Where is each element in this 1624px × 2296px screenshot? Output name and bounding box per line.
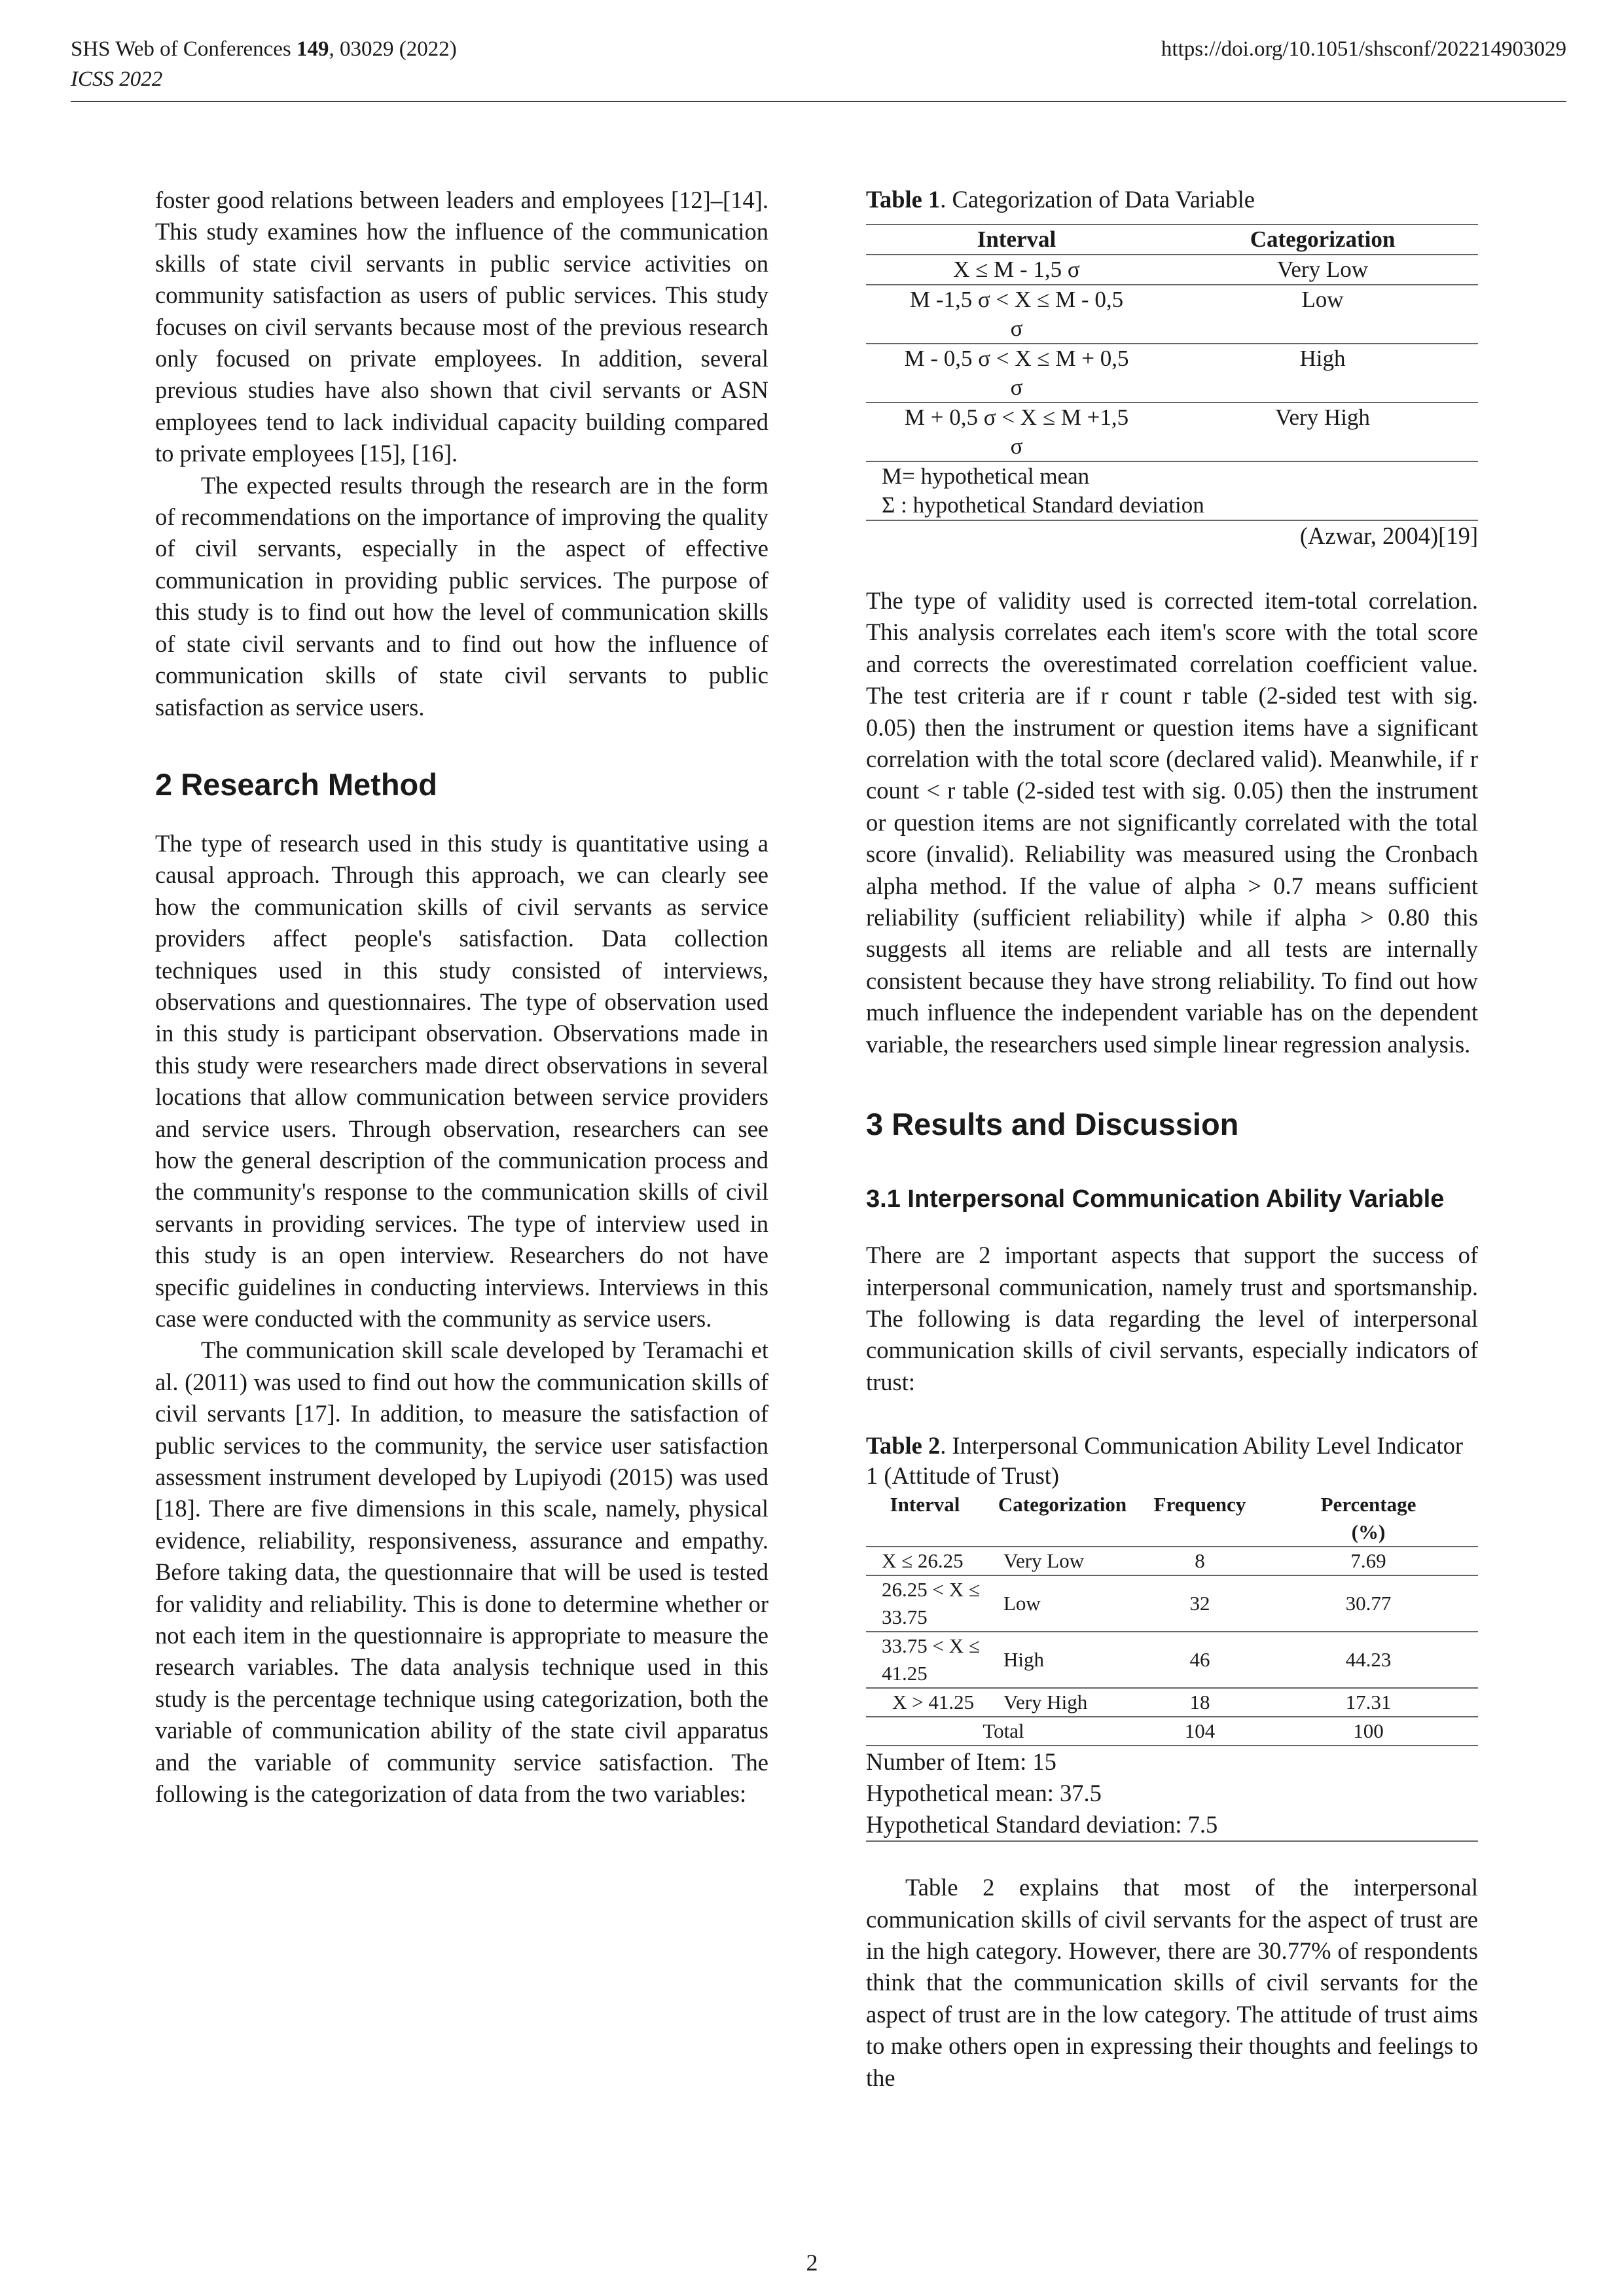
table-row: M - 0,5 σ < X ≤ M + 0,5 σ High: [866, 344, 1478, 403]
column-header: Frequency: [1153, 1493, 1246, 1516]
conference-name: ICSS 2022: [71, 67, 163, 91]
table-notes: Number of Item: 15 Hypothetical mean: 37.5 Hypothetical Standard deviation: 7.5: [866, 1746, 1478, 1841]
right-column: [866, 185, 1478, 2094]
table-row: X > 41.25 Very High 18 17.31: [866, 1688, 1478, 1717]
column-header: Interval: [866, 224, 1167, 255]
section-heading: 3 Results and Discussion: [866, 1107, 1239, 1142]
table-row: M + 0,5 σ < X ≤ M +1,5 σ Very High: [866, 403, 1478, 461]
table-caption: Table 2. Interpersonal Communication Ability Level Indicator 1 (Attitude of Trust): [866, 1432, 1464, 1490]
paragraph: The type of research used in this study is quantitative using a causal approach. Through this approach, we can clearly see how the communication skills of civil servants as service providers affect people's satisfaction. Data collection techniques used in this study consisted of interviews, observations and questionnaires. The type of observation used in this study is participant observation. Observations made in this study were researchers made direct observations in several locations that allow communication between service providers and service users. Through observation, researchers can see how the general description of the communication process and the community's response to the communication skills of civil servants in providing services. The type of interview used in this study is an open interview. Researchers do not have specific guidelines in conducting interviews. Interviews in this case were conducted with the community as service users.: [155, 829, 768, 1332]
left-column: [155, 185, 768, 1810]
table-row: M -1,5 σ < X ≤ M - 0,5 σ Low: [866, 285, 1478, 344]
paragraph: Table 2 explains that most of the interpersonal communication skills of civil servants for the aspect of trust are in the high category. However, there are 30.77% of respondents think that the communication skills of civil servants for the aspect of trust are in the low category. The attitude of trust aims to make others open in expressing their thoughts and feelings to the: [866, 1874, 1478, 2091]
paragraph: The communication skill scale developed by Teramachi et al. (2011) was used to find out how the communication skills of civil servants [17]. In addition, to measure the satisfaction of public services to the community, the service user satisfaction assessment instrument developed by Lupiyodi (2015) was used [18]. There are five dimensions in this scale, namely, physical evidence, reliability, responsiveness, assurance and empathy. Before taking data, the questionnaire that will be used is tested for validity and reliability. This is done to determine whether or not each item in the questionnaire is appropriate to measure the research variables. The data analysis technique used in this study is the percentage technique using categorization, both the variable of communication ability of the state civil apparatus and the variable of community service satisfaction. The following is the categorization of data from the two variables:: [155, 1336, 768, 1808]
table-row: 26.25 < X ≤ 33.75 Low 32 30.77: [866, 1575, 1478, 1632]
paragraph: The type of validity used is corrected item-total correlation. This analysis correlates each item's score with the total score and corrects the overestimated correlation coefficient value. The test criteria are if r count r table (2-sided test with sig. 0.05) then the instrument or question items have a significant correlation with the total score (declared valid). Meanwhile, if r count < r table (2-sided test with sig. 0.05) then the instrument or question items are not significantly correlated with the total score (invalid). Reliability was measured using the Cronbach alpha method. If the value of alpha > 0.7 means sufficient reliability (sufficient reliability) while if alpha > 0.80 this suggests all items are reliable and all tests are internally consistent because they have strong reliability. To find out how much influence the independent variable has on the dependent variable, the researchers used simple linear regression analysis.: [866, 587, 1478, 1058]
section-heading: 2 Research Method: [155, 766, 437, 802]
running-header-left: [71, 34, 457, 94]
subsection-heading: 3.1 Interpersonal Communication Ability Variable: [866, 1185, 1445, 1213]
categorization-table: [866, 224, 1478, 521]
table-row: X ≤ M - 1,5 σ Very Low: [866, 255, 1478, 285]
table-caption: Table 1. Categorization of Data Variable: [866, 186, 1255, 213]
column-header: Percentage (%): [1320, 1493, 1416, 1544]
paragraph: foster good relations between leaders and employees [12]–[14]. This study examines how the influence of the communication skills of state civil servants in public service activities on community satisfaction as users of public services. This study focuses on civil servants because most of the previous research only focused on private employees. In addition, several previous studies have also shown that civil servants or ASN employees tend to lack individual capacity building compared to private employees [15], [16].: [155, 187, 768, 467]
column-header: Categorization: [1167, 224, 1478, 255]
trust-level-table: [866, 1491, 1478, 1842]
doi-link[interactable]: https://doi.org/10.1051/shsconf/202214903029: [1161, 37, 1566, 61]
paragraph: There are 2 important aspects that support the success of interpersonal communication, namely trust and sportsmanship. The following is data regarding the level of interpersonal communication skills of civil servants, especially indicators of trust:: [866, 1242, 1478, 1395]
journal-citation: SHS Web of Conferences 149, 03029 (2022): [71, 37, 457, 61]
volume-number: 149: [297, 37, 329, 61]
column-header: Categorization: [998, 1493, 1127, 1516]
header-divider: [71, 101, 1566, 102]
table-row: 33.75 < X ≤ 41.25 High 46 44.23: [866, 1632, 1478, 1688]
column-header: Interval: [890, 1493, 960, 1516]
table-row: X ≤ 26.25 Very Low 8 7.69: [866, 1547, 1478, 1575]
table-total-row: Total 104 100: [866, 1717, 1478, 1746]
page-number: 2: [806, 2250, 818, 2276]
table-notes: M= hypothetical mean Σ : hypothetical Standard deviation: [866, 461, 1478, 520]
paragraph: The expected results through the research are in the form of recommendations on the importance of improving the quality of civil servants, especially in the aspect of effective communication in providing public services. The purpose of this study is to find out how the level of communication skills of state civil servants and to find out how the influence of communication skills of state civil servants to public satisfaction as service users.: [155, 471, 768, 721]
table-source: (Azwar, 2004)[19]: [1299, 522, 1478, 549]
